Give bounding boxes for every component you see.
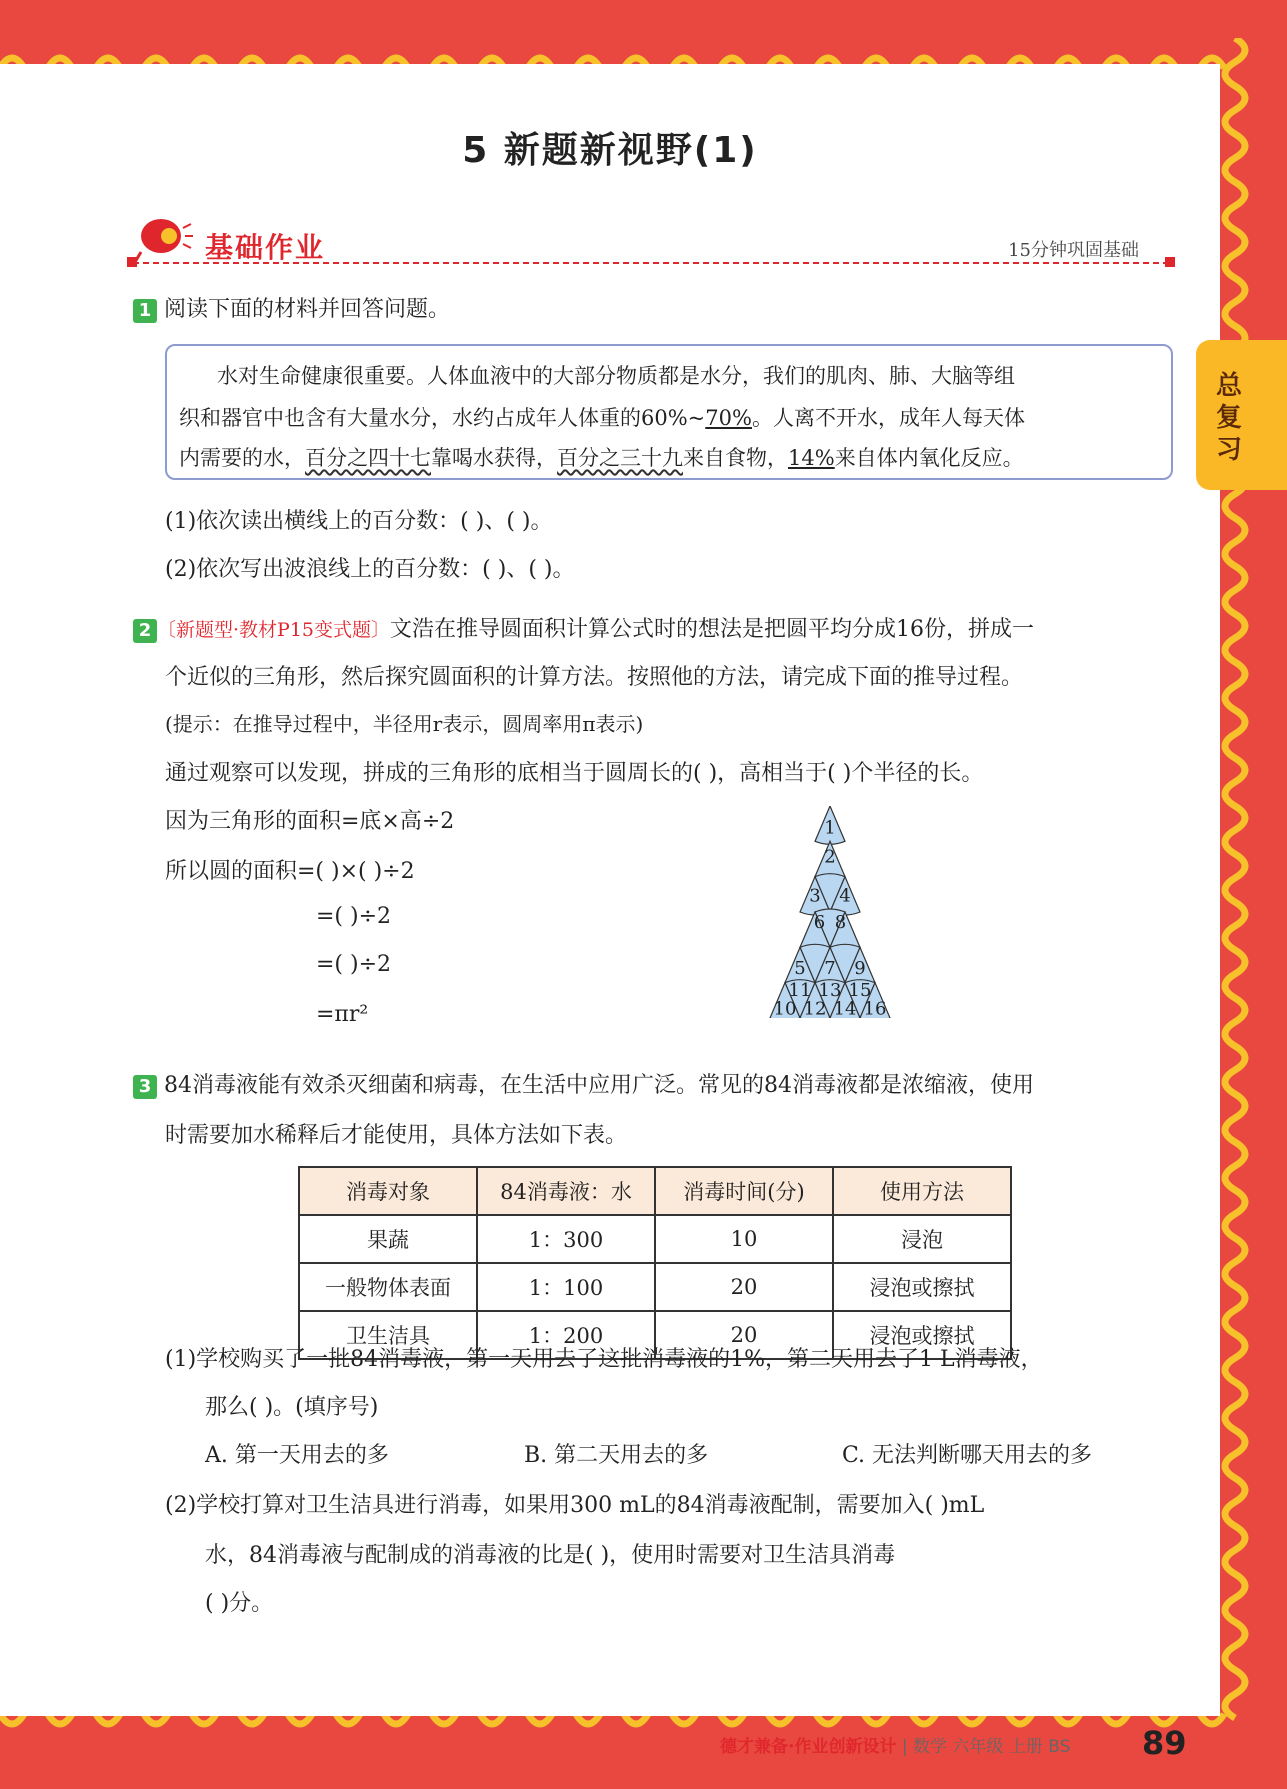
sector-label: 4 bbox=[839, 885, 851, 907]
underlined-percent: 70% bbox=[705, 406, 752, 430]
table-cell: 卫生洁具 bbox=[299, 1311, 477, 1359]
bell-icon bbox=[133, 214, 193, 262]
q1-sub1[interactable]: (1)依次读出横线上的百分数：( )、( )。 bbox=[165, 509, 553, 534]
q1-sub2[interactable]: (2)依次写出波浪线上的百分数：( )、( )。 bbox=[165, 557, 575, 582]
q2-tag: 〔新题型·教材P15变式题〕 bbox=[157, 619, 391, 641]
q3-sub2-line-2[interactable]: 水，84消毒液与配制成的消毒液的比是( )，使用时需要对卫生洁具消毒 bbox=[205, 1543, 896, 1568]
option-a[interactable]: A. 第一天用去的多 bbox=[205, 1443, 389, 1468]
sector-label: 8 bbox=[834, 911, 847, 933]
sector-label: 14 bbox=[833, 998, 857, 1018]
table-cell: 10 bbox=[655, 1215, 833, 1263]
side-tab-label: 总复习 bbox=[1216, 371, 1243, 465]
section-header bbox=[133, 214, 1169, 274]
table-cell: 浸泡或擦拭 bbox=[833, 1311, 1011, 1359]
underlined-percent: 60%~ bbox=[641, 406, 706, 430]
q3-sub2-line-3[interactable]: ( )分。 bbox=[205, 1591, 274, 1616]
footer bbox=[720, 1732, 1070, 1757]
q3-sub2-line-1[interactable]: (2)学校打算对卫生洁具进行消毒，如果用300 mL的84消毒液配制，需要加入( )mL bbox=[165, 1493, 985, 1518]
material-line-3: 内需要的水，百分之四十七靠喝水获得，百分之三十九来自食物，14%来自体内氧化反应。 bbox=[179, 446, 1024, 470]
material-line-2: 织和器官中也含有大量水分，水约占成年人体重的60%~70%。人离不开水，成年人每天体 bbox=[179, 406, 1025, 430]
table-header: 84消毒液：水 bbox=[477, 1167, 655, 1215]
q2-line-1: 2 〔新题型·教材P15变式题〕文浩在推导圆面积计算公式时的想法是把圆平均分成16份，拼成一 bbox=[133, 612, 1034, 643]
q2-line-6[interactable]: 所以圆的面积=( )×( )÷2 bbox=[165, 859, 415, 884]
table-cell: 浸泡 bbox=[833, 1215, 1011, 1263]
sector-label: 3 bbox=[809, 885, 821, 907]
q1-number: 1 bbox=[133, 299, 157, 323]
sector-label: 1 bbox=[824, 817, 836, 839]
q3-number: 3 bbox=[133, 1075, 157, 1099]
table-cell: 20 bbox=[655, 1263, 833, 1311]
page-number: 89 bbox=[1142, 1724, 1187, 1762]
section-divider bbox=[133, 262, 1169, 264]
footer-info: | 数学 六年级 上册 BS bbox=[901, 1737, 1071, 1757]
table-row bbox=[299, 1215, 1011, 1263]
underlined-percent: 14% bbox=[788, 446, 835, 470]
table-cell: 20 bbox=[655, 1311, 833, 1359]
sector-label: 10 bbox=[773, 998, 797, 1018]
table-cell: 1：200 bbox=[477, 1311, 655, 1359]
q1-material-box bbox=[165, 344, 1173, 480]
divider-dot bbox=[1165, 257, 1175, 267]
q2-line-8[interactable]: =( )÷2 bbox=[316, 952, 392, 977]
table-header: 使用方法 bbox=[833, 1167, 1011, 1215]
q2-line-5: 因为三角形的面积=底×高÷2 bbox=[165, 809, 455, 834]
sector-label: 16 bbox=[863, 998, 887, 1018]
table-cell: 果蔬 bbox=[299, 1215, 477, 1263]
q2-hint: (提示：在推导过程中，半径用r表示，圆周率用π表示) bbox=[165, 712, 644, 736]
sector-label: 7 bbox=[824, 957, 836, 979]
worksheet-page bbox=[0, 64, 1220, 1762]
table-header-row bbox=[299, 1167, 1011, 1215]
q2-line-4[interactable]: 通过观察可以发现，拼成的三角形的底相当于圆周长的( )，高相当于( )个半径的长。 bbox=[165, 761, 984, 786]
sector-label: 13 bbox=[818, 980, 842, 1002]
sector-label: 15 bbox=[848, 980, 872, 1002]
sector-label: 6 bbox=[813, 911, 826, 933]
wavy-percent: 百分之四十七 bbox=[305, 446, 431, 470]
table-cell: 1：100 bbox=[477, 1263, 655, 1311]
table-row bbox=[299, 1263, 1011, 1311]
sector-label: 2 bbox=[824, 846, 836, 868]
dilution-table bbox=[298, 1166, 1012, 1360]
q3-line-2: 时需要加水稀释后才能使用，具体方法如下表。 bbox=[165, 1123, 628, 1148]
q2-line-9: =πr² bbox=[316, 1002, 369, 1027]
option-b[interactable]: B. 第二天用去的多 bbox=[524, 1443, 709, 1468]
table-cell: 1：300 bbox=[477, 1215, 655, 1263]
material-line-1: 水对生命健康很重要。人体血液中的大部分物质都是水分，我们的肌肉、肺、大脑等组 bbox=[217, 364, 1015, 388]
sector-label: 5 bbox=[794, 957, 806, 979]
wavy-percent: 百分之三十九 bbox=[557, 446, 683, 470]
q1-prompt-line bbox=[133, 292, 450, 323]
q2-number: 2 bbox=[133, 619, 157, 643]
table-cell: 一般物体表面 bbox=[299, 1263, 477, 1311]
side-tab-review[interactable] bbox=[1196, 340, 1287, 490]
option-c[interactable]: C. 无法判断哪天用去的多 bbox=[842, 1443, 1093, 1468]
sector-label: 9 bbox=[854, 957, 866, 979]
divider-dot bbox=[127, 257, 137, 267]
section-note: 15分钟巩固基础 bbox=[1008, 240, 1139, 261]
sector-label: 11 bbox=[788, 980, 812, 1002]
sector-pyramid-figure bbox=[740, 806, 920, 1018]
table-header: 消毒对象 bbox=[299, 1167, 477, 1215]
footer-brand: 德才兼备·作业创新设计 bbox=[720, 1737, 897, 1757]
q1-prompt: 阅读下面的材料并回答问题。 bbox=[164, 297, 451, 322]
table-header: 消毒时间(分) bbox=[655, 1167, 833, 1215]
page-title: 5 新题新视野(1) bbox=[462, 130, 758, 171]
table-cell: 浸泡或擦拭 bbox=[833, 1263, 1011, 1311]
q3-sub1-line-1: (1)学校购买了一批84消毒液，第一天用去了这批消毒液的1%，第二天用去了1 L消毒液， bbox=[165, 1347, 1043, 1372]
q2-line-7[interactable]: =( )÷2 bbox=[316, 904, 392, 929]
section-title: 基础作业 bbox=[205, 231, 326, 264]
q3-line-1: 3 84消毒液能有效杀灭细菌和病毒，在生活中应用广泛。常见的84消毒液都是浓缩液，使用 bbox=[133, 1068, 1034, 1099]
q2-line-2: 个近似的三角形，然后探究圆面积的计算方法。按照他的方法，请完成下面的推导过程。 bbox=[165, 665, 1024, 690]
q3-sub1-line-2[interactable]: 那么( )。(填序号) bbox=[205, 1395, 379, 1420]
sector-label: 12 bbox=[803, 998, 827, 1018]
